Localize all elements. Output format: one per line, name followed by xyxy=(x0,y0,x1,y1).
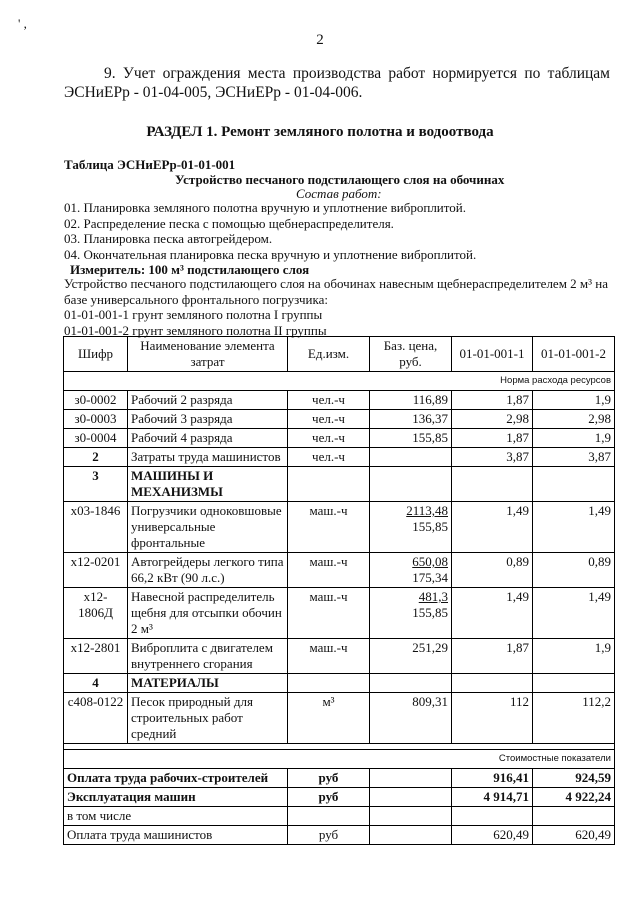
cost-v1 xyxy=(452,807,533,826)
price-cell xyxy=(370,588,452,639)
section-title: РАЗДЕЛ 1. Ремонт земляного полотна и водоотвода xyxy=(146,124,494,140)
work-item: 04. Окончательная планировка песка вручную и уплотнение виброплитой. xyxy=(64,246,477,262)
v1-cell: 3,87 xyxy=(452,448,533,467)
unit-cell: маш.-ч xyxy=(288,588,370,639)
group-name: МАТЕРИАЛЫ xyxy=(128,674,288,693)
unit-cell: маш.-ч xyxy=(288,639,370,674)
group-name: МАШИНЫ И МЕХАНИЗМЫ xyxy=(128,467,288,502)
name-cell: Рабочий 4 разряда xyxy=(128,429,288,448)
work-item: 03. Планировка песка автогрейдером. xyxy=(64,231,273,246)
variants-list xyxy=(64,307,327,338)
table-description: Устройство песчаного подстилающего слоя на обочинах навесным щебнераспределителем 2 м³ на базе универсального фронтального погрузчика: xyxy=(64,276,609,307)
variant-item: 01-01-001-1 грунт земляного полотна I группы xyxy=(64,307,323,322)
unit-cell: маш.-ч xyxy=(288,553,370,588)
name-cell: Рабочий 2 разряда xyxy=(128,391,288,410)
group-code: 3 xyxy=(64,467,128,502)
unit-cell: чел.-ч xyxy=(288,410,370,429)
unit-cell: чел.-ч xyxy=(288,429,370,448)
empty-cell xyxy=(288,467,370,502)
norm-caption: Норма расхода ресурсов xyxy=(64,372,615,391)
cost-name: Оплата труда машинистов xyxy=(64,826,288,845)
cost-name: в том числе xyxy=(64,807,288,826)
cost-unit: руб xyxy=(288,788,370,807)
cost-name: Оплата труда рабочих-строителей xyxy=(64,769,288,788)
v1-cell: 1,49 xyxy=(452,502,533,553)
empty-cell xyxy=(370,674,452,693)
table-row xyxy=(64,410,615,429)
cost-caption-row xyxy=(64,750,615,769)
name-cell: Затраты труда машинистов xyxy=(128,448,288,467)
price-labor: 155,85 xyxy=(412,605,448,620)
empty-cell xyxy=(533,674,615,693)
name-cell: Рабочий 3 разряда xyxy=(128,410,288,429)
v2-cell: 112,2 xyxy=(533,693,615,744)
empty-cell xyxy=(370,807,452,826)
cost-name: Эксплуатация машин xyxy=(64,788,288,807)
norm-caption-row xyxy=(64,372,615,391)
v2-cell: 3,87 xyxy=(533,448,615,467)
cost-v1: 620,49 xyxy=(452,826,533,845)
table-row xyxy=(64,639,615,674)
table-subtitle: Устройство песчаного подстилающего слоя на обочинах xyxy=(175,172,505,187)
price-cell xyxy=(370,553,452,588)
group-code: 4 xyxy=(64,674,128,693)
table-row xyxy=(64,448,615,467)
col-name: Наименование элемента затрат xyxy=(128,337,288,372)
code-cell: з0-0002 xyxy=(64,391,128,410)
group-row-materials xyxy=(64,674,615,693)
composition-heading: Состав работ: xyxy=(296,186,382,201)
unit-cell: маш.-ч xyxy=(288,502,370,553)
empty-cell xyxy=(452,674,533,693)
price-value: 650,08 xyxy=(412,554,448,569)
unit-cell: чел.-ч xyxy=(288,391,370,410)
price-cell: 116,89 xyxy=(370,391,452,410)
page-number: 2 xyxy=(316,32,324,48)
unit-cell: чел.-ч xyxy=(288,448,370,467)
code-cell: з0-0003 xyxy=(64,410,128,429)
v2-cell: 1,9 xyxy=(533,429,615,448)
code-cell: х12-2801 xyxy=(64,639,128,674)
v1-cell: 0,89 xyxy=(452,553,533,588)
code-cell: с408-0122 xyxy=(64,693,128,744)
col-code: Шифр xyxy=(64,337,128,372)
code-cell: з0-0004 xyxy=(64,429,128,448)
v2-cell: 1,9 xyxy=(533,391,615,410)
name-cell: Песок природный для строительных работ средний xyxy=(128,693,288,744)
table-row xyxy=(64,693,615,744)
cost-v2: 620,49 xyxy=(533,826,615,845)
works-list xyxy=(64,200,476,262)
corner-marks: ' , xyxy=(18,16,27,31)
cost-unit xyxy=(288,807,370,826)
name-cell: Автогрейдеры легкого типа 66,2 кВт (90 л.с.) xyxy=(128,553,288,588)
group-row-machines xyxy=(64,467,615,502)
empty-cell xyxy=(288,674,370,693)
cost-row xyxy=(64,769,615,788)
code-cell: х03-1846 xyxy=(64,502,128,553)
code-cell: 2 xyxy=(64,448,128,467)
unit-cell: м³ xyxy=(288,693,370,744)
price-value: 481,3 xyxy=(418,589,448,604)
paragraph-9-line2: ЭСНиЕРр - 01-04-005, ЭСНиЕРр - 01-04-006. xyxy=(64,84,363,101)
name-cell: Погрузчики одноковшовые универсальные фронтальные xyxy=(128,502,288,553)
cost-row xyxy=(64,826,615,845)
code-cell: х12-1806Д xyxy=(64,588,128,639)
variant-item: 01-01-001-2 грунт земляного полотна II группы xyxy=(64,322,327,338)
v2-cell: 1,49 xyxy=(533,588,615,639)
empty-cell xyxy=(533,467,615,502)
code-cell: х12-0201 xyxy=(64,553,128,588)
table-title: Таблица ЭСНиЕРр-01-01-001 xyxy=(64,157,236,172)
table-row xyxy=(64,502,615,553)
col-variant-2: 01-01-001-2 xyxy=(533,337,615,372)
empty-cell xyxy=(370,467,452,502)
v2-cell: 1,49 xyxy=(533,502,615,553)
name-cell: Навесной распределитель щебня для отсыпки обочин 2 м³ xyxy=(128,588,288,639)
paragraph-9 xyxy=(64,64,610,102)
col-variant-1: 01-01-001-1 xyxy=(452,337,533,372)
v1-cell: 112 xyxy=(452,693,533,744)
cost-v2: 924,59 xyxy=(533,769,615,788)
v2-cell: 0,89 xyxy=(533,553,615,588)
empty-cell xyxy=(370,788,452,807)
cost-v1: 4 914,71 xyxy=(452,788,533,807)
v1-cell: 1,87 xyxy=(452,429,533,448)
cost-row xyxy=(64,788,615,807)
v2-cell: 1,9 xyxy=(533,639,615,674)
table-header-row xyxy=(64,337,615,372)
price-cell xyxy=(370,502,452,553)
price-cell: 136,37 xyxy=(370,410,452,429)
cost-row xyxy=(64,807,615,826)
resource-table xyxy=(63,336,615,845)
cost-unit: руб xyxy=(288,769,370,788)
price-cell: 251,29 xyxy=(370,639,452,674)
table-row xyxy=(64,391,615,410)
cost-caption: Стоимостные показатели xyxy=(64,750,615,769)
price-cell xyxy=(370,448,452,467)
cost-v2 xyxy=(533,807,615,826)
price-cell: 155,85 xyxy=(370,429,452,448)
v1-cell: 1,87 xyxy=(452,639,533,674)
price-cell: 809,31 xyxy=(370,693,452,744)
v1-cell: 1,87 xyxy=(452,391,533,410)
work-item: 01. Планировка земляного полотна вручную и уплотнение виброплитой. xyxy=(64,200,466,215)
price-labor: 155,85 xyxy=(412,519,448,534)
table-row xyxy=(64,588,615,639)
cost-v1: 916,41 xyxy=(452,769,533,788)
col-unit: Ед.изм. xyxy=(288,337,370,372)
v2-cell: 2,98 xyxy=(533,410,615,429)
name-cell: Виброплита с двигателем внутреннего сгорания xyxy=(128,639,288,674)
table-row xyxy=(64,553,615,588)
table-row xyxy=(64,429,615,448)
price-value: 2113,48 xyxy=(406,503,448,518)
paragraph-9-line1: 9. Учет ограждения места производства работ нормируется по таблицам xyxy=(104,65,610,82)
cost-v2: 4 922,24 xyxy=(533,788,615,807)
v1-cell: 1,49 xyxy=(452,588,533,639)
col-price: Баз. цена, руб. xyxy=(370,337,452,372)
empty-cell xyxy=(452,467,533,502)
v1-cell: 2,98 xyxy=(452,410,533,429)
price-labor: 175,34 xyxy=(412,570,448,585)
empty-cell xyxy=(370,769,452,788)
empty-cell xyxy=(370,826,452,845)
cost-unit: руб xyxy=(288,826,370,845)
work-item: 02. Распределение песка с помощью щебнераспределителя. xyxy=(64,215,394,231)
measure-unit: Измеритель: 100 м³ подстилающего слоя xyxy=(70,262,310,277)
